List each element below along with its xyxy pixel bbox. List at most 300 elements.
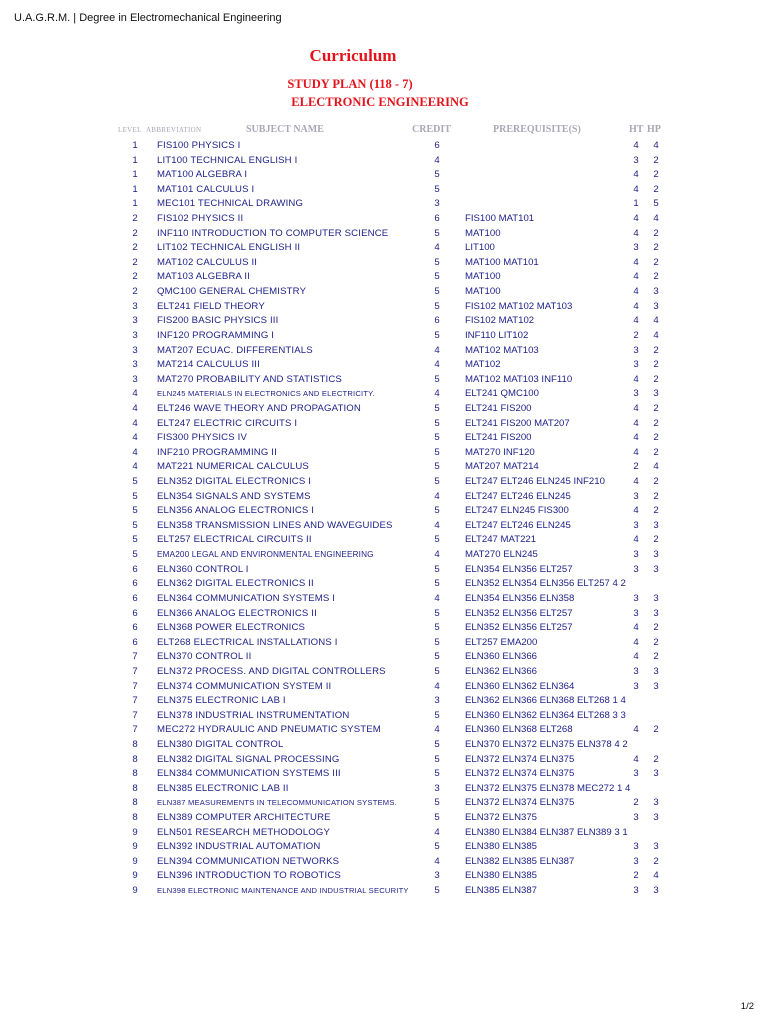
prerequisite-cell: ELN362 ELN366 ELN368 ELT268 1 4 [465,695,626,707]
level-cell: 9 [132,855,138,867]
prerequisite-cell: MAT100 MAT101 [465,256,539,268]
ht-cell: 4 [633,636,639,648]
ht-cell: 4 [633,315,639,327]
level-cell: 5 [132,534,138,546]
level-cell: 8 [132,738,138,750]
level-cell: 1 [132,169,138,181]
hp-cell: 4 [653,213,659,225]
level-cell: 6 [132,622,138,634]
ht-cell: 4 [633,651,639,663]
hp-cell: 3 [653,519,659,531]
level-cell: 3 [132,300,138,312]
credit-cell: 3 [434,782,440,794]
subject-cell: MAT221 NUMERICAL CALCULUS [157,461,309,473]
table-row [0,314,768,329]
level-cell: 5 [132,549,138,561]
ht-cell: 4 [633,417,639,429]
table-row [0,577,768,592]
table-row [0,519,768,534]
credit-cell: 6 [434,315,440,327]
level-cell: 3 [132,329,138,341]
prerequisite-cell: ELN352 ELN356 ELT257 [465,622,573,634]
ht-cell: 4 [633,622,639,634]
ht-cell: 4 [633,227,639,239]
level-cell: 3 [132,315,138,327]
hp-cell: 3 [653,797,659,809]
hp-cell: 3 [653,665,659,677]
hp-cell: 2 [653,242,659,254]
subject-cell: ELN394 COMMUNICATION NETWORKS [157,855,340,867]
table-row [0,504,768,519]
credit-cell: 5 [434,417,440,429]
subject-cell: ELN362 DIGITAL ELECTRONICS II [157,578,314,590]
hp-cell: 3 [653,563,659,575]
subject-cell: ELN372 PROCESS. AND DIGITAL CONTROLLERS [157,665,386,677]
ht-cell: 4 [633,300,639,312]
hp-cell: 3 [653,812,659,824]
credit-cell: 5 [434,797,440,809]
prerequisite-cell: MAT270 INF120 [465,446,535,458]
table-row [0,227,768,242]
prerequisite-cell: FIS100 MAT101 [465,213,535,225]
credit-cell: 5 [434,709,440,721]
credit-cell: 6 [434,213,440,225]
prerequisite-cell: ELT247 ELT246 ELN245 [465,490,571,502]
level-cell: 4 [132,461,138,473]
table-row [0,358,768,373]
credit-cell: 4 [434,359,440,371]
prerequisite-cell: MAT207 MAT214 [465,461,539,473]
table-row [0,694,768,709]
page-number: 1/2 [740,1001,754,1012]
table-row [0,212,768,227]
hp-cell: 2 [653,490,659,502]
prerequisite-cell: ELT241 FIS200 MAT207 [465,417,570,429]
credit-cell: 4 [434,242,440,254]
credit-cell: 4 [434,826,440,838]
table-row [0,563,768,578]
ht-cell: 3 [633,607,639,619]
table-row [0,183,768,198]
table-row [0,826,768,841]
credit-cell: 5 [434,841,440,853]
credit-cell: 5 [434,651,440,663]
table-row [0,680,768,695]
table-row [0,621,768,636]
prerequisite-cell: ELN360 ELN368 ELT268 [465,724,573,736]
hp-cell: 3 [653,592,659,604]
ht-cell: 3 [633,563,639,575]
subject-cell: ELN374 COMMUNICATION SYSTEM II [157,680,332,692]
credit-cell: 5 [434,461,440,473]
table-row [0,753,768,768]
subject-cell: MAT103 ALGEBRA II [157,271,251,283]
level-cell: 5 [132,476,138,488]
hp-cell: 2 [653,651,659,663]
level-cell: 9 [132,885,138,897]
subject-cell: MEC272 HYDRAULIC AND PNEUMATIC SYSTEM [157,724,381,736]
table-row [0,344,768,359]
table-row [0,139,768,154]
table-row [0,154,768,169]
prerequisite-cell: ELN380 ELN384 ELN387 ELN389 3 1 [465,826,628,838]
ht-cell: 3 [633,680,639,692]
credit-cell: 5 [434,563,440,575]
ht-cell: 4 [633,286,639,298]
ht-cell: 3 [633,768,639,780]
hp-cell: 2 [653,373,659,385]
subject-cell: ELN384 COMMUNICATION SYSTEMS III [157,768,341,780]
table-row [0,884,768,899]
prerequisite-cell: INF110 LIT102 [465,329,529,341]
level-cell: 4 [132,402,138,414]
ht-cell: 3 [633,812,639,824]
hp-cell: 4 [653,140,659,151]
curriculum-table [0,139,768,899]
column-header-credit: CREDIT [412,124,451,135]
program-name: ELECTRONIC ENGINEERING [291,95,469,109]
ht-cell: 4 [633,271,639,283]
credit-cell: 5 [434,446,440,458]
prerequisite-cell: ELT241 FIS200 [465,432,532,444]
prerequisite-cell: ELN370 ELN372 ELN375 ELN378 4 2 [465,738,628,750]
subject-cell: ELN387 MEASUREMENTS IN TELECOMMUNICATION SYSTEMS. [157,798,397,808]
table-row [0,636,768,651]
ht-cell: 3 [633,665,639,677]
subject-cell: ELN398 ELECTRONIC MAINTENANCE AND INDUSTRIAL SECURITY [157,886,409,896]
level-cell: 7 [132,709,138,721]
hp-cell: 2 [653,476,659,488]
level-cell: 2 [132,213,138,225]
table-row [0,270,768,285]
ht-cell: 2 [633,870,639,882]
table-row [0,168,768,183]
credit-cell: 5 [434,665,440,677]
level-cell: 8 [132,753,138,765]
level-cell: 6 [132,607,138,619]
level-cell: 8 [132,812,138,824]
prerequisite-cell: MAT102 MAT103 INF110 [465,373,573,385]
subject-cell: ELN368 POWER ELECTRONICS [157,622,306,634]
prerequisite-cell: ELN372 ELN374 ELN375 [465,797,575,809]
column-header-prerequisites: PREREQUISITE(S) [493,124,581,135]
prerequisite-cell: FIS102 MAT102 [465,315,535,327]
document-header: U.A.G.R.M. | Degree in Electromechanical Engineering [14,12,282,24]
table-row [0,256,768,271]
ht-cell: 3 [633,841,639,853]
level-cell: 1 [132,183,138,195]
level-cell: 8 [132,782,138,794]
level-cell: 2 [132,271,138,283]
hp-cell: 4 [653,461,659,473]
subject-cell: ELN389 COMPUTER ARCHITECTURE [157,812,331,824]
level-cell: 1 [132,198,138,210]
table-row [0,782,768,797]
level-cell: 4 [132,446,138,458]
level-cell: 9 [132,841,138,853]
table-row [0,431,768,446]
level-cell: 7 [132,680,138,692]
credit-cell: 4 [434,154,440,166]
level-cell: 7 [132,724,138,736]
subject-cell: ELN396 INTRODUCTION TO ROBOTICS [157,870,341,882]
table-row [0,592,768,607]
level-cell: 4 [132,388,138,400]
subject-cell: ELN358 TRANSMISSION LINES AND WAVEGUIDES [157,519,393,531]
ht-cell: 2 [633,329,639,341]
subject-cell: ELN385 ELECTRONIC LAB II [157,782,289,794]
table-row [0,709,768,724]
table-row [0,811,768,826]
hp-cell: 3 [653,549,659,561]
subject-cell: ELN364 COMMUNICATION SYSTEMS I [157,592,336,604]
table-row [0,723,768,738]
prerequisite-cell: ELT241 FIS200 [465,402,532,414]
credit-cell: 3 [434,198,440,210]
credit-cell: 6 [434,140,440,151]
credit-cell: 5 [434,256,440,268]
level-cell: 2 [132,242,138,254]
credit-cell: 4 [434,490,440,502]
table-row [0,840,768,855]
ht-cell: 3 [633,344,639,356]
credit-cell: 5 [434,607,440,619]
table-row [0,665,768,680]
prerequisite-cell: ELT247 ELT246 ELN245 INF210 [465,476,605,488]
hp-cell: 2 [653,505,659,517]
credit-cell: 5 [434,768,440,780]
subject-cell: ELT257 ELECTRICAL CIRCUITS II [157,534,312,546]
hp-cell: 4 [653,329,659,341]
prerequisite-cell: ELN360 ELN366 [465,651,538,663]
credit-cell: 5 [434,402,440,414]
level-cell: 7 [132,695,138,707]
credit-cell: 5 [434,753,440,765]
table-row [0,460,768,475]
prerequisite-cell: ELN360 ELN362 ELN364 ELT268 3 3 [465,709,626,721]
ht-cell: 3 [633,388,639,400]
table-row [0,285,768,300]
subject-cell: ELN366 ANALOG ELECTRONICS II [157,607,317,619]
hp-cell: 4 [653,870,659,882]
hp-cell: 2 [653,271,659,283]
credit-cell: 4 [434,519,440,531]
subject-cell: ELN354 SIGNALS AND SYSTEMS [157,490,311,502]
table-row [0,855,768,870]
level-cell: 5 [132,490,138,502]
hp-cell: 2 [653,753,659,765]
hp-cell: 2 [653,534,659,546]
hp-cell: 2 [653,154,659,166]
credit-cell: 5 [434,622,440,634]
hp-cell: 3 [653,885,659,897]
subject-cell: ELN382 DIGITAL SIGNAL PROCESSING [157,753,340,765]
level-cell: 6 [132,592,138,604]
table-row [0,197,768,212]
ht-cell: 4 [633,213,639,225]
level-cell: 6 [132,563,138,575]
credit-cell: 4 [434,724,440,736]
subject-cell: EMA200 LEGAL AND ENVIRONMENTAL ENGINEERING [157,550,374,560]
prerequisite-cell: ELN352 ELN354 ELN356 ELT257 4 2 [465,578,626,590]
ht-cell: 4 [633,432,639,444]
ht-cell: 4 [633,256,639,268]
credit-cell: 4 [434,549,440,561]
ht-cell: 4 [633,476,639,488]
hp-cell: 2 [653,359,659,371]
hp-cell: 3 [653,300,659,312]
credit-cell: 3 [434,870,440,882]
table-row [0,417,768,432]
credit-cell: 5 [434,169,440,181]
hp-cell: 2 [653,183,659,195]
subject-cell: ELN370 CONTROL II [157,651,252,663]
level-cell: 5 [132,519,138,531]
level-cell: 7 [132,651,138,663]
prerequisite-cell: ELN372 ELN375 [465,812,538,824]
prerequisite-cell: MAT100 [465,271,501,283]
subject-cell: ELN375 ELECTRONIC LAB I [157,695,286,707]
credit-cell: 4 [434,680,440,692]
hp-cell: 2 [653,446,659,458]
credit-cell: 5 [434,300,440,312]
subject-cell: ELT246 WAVE THEORY AND PROPAGATION [157,402,361,414]
study-plan-subtitle: STUDY PLAN (118 - 7) [287,77,413,91]
table-row [0,650,768,665]
credit-cell: 5 [434,885,440,897]
hp-cell: 2 [653,227,659,239]
subject-cell: ELN392 INDUSTRIAL AUTOMATION [157,841,321,853]
level-cell: 8 [132,768,138,780]
ht-cell: 3 [633,549,639,561]
level-cell: 3 [132,373,138,385]
prerequisite-cell: MAT100 [465,286,501,298]
hp-cell: 3 [653,680,659,692]
ht-cell: 4 [633,183,639,195]
prerequisite-cell: ELN372 ELN374 ELN375 [465,753,575,765]
ht-cell: 4 [633,724,639,736]
table-row [0,490,768,505]
hp-cell: 3 [653,607,659,619]
prerequisite-cell: ELN360 ELN362 ELN364 [465,680,575,692]
prerequisite-cell: ELN372 ELN374 ELN375 [465,768,575,780]
prerequisite-cell: LIT100 [465,242,495,254]
level-cell: 3 [132,344,138,356]
subject-cell: MAT102 CALCULUS II [157,256,258,268]
prerequisite-cell: ELT247 ELT246 ELN245 [465,519,571,531]
hp-cell: 2 [653,724,659,736]
credit-cell: 5 [434,271,440,283]
table-row [0,548,768,563]
ht-cell: 2 [633,797,639,809]
level-cell: 1 [132,154,138,166]
prerequisite-cell: FIS102 MAT102 MAT103 [465,300,573,312]
level-cell: 7 [132,665,138,677]
subject-cell: INF210 PROGRAMMING II [157,446,277,458]
ht-cell: 4 [633,534,639,546]
level-cell: 6 [132,636,138,648]
subject-cell: FIS200 BASIC PHYSICS III [157,315,279,327]
level-cell: 4 [132,417,138,429]
prerequisite-cell: ELN362 ELN366 [465,665,538,677]
credit-cell: 5 [434,432,440,444]
hp-cell: 4 [653,315,659,327]
level-cell: 2 [132,227,138,239]
credit-cell: 5 [434,183,440,195]
table-row [0,533,768,548]
hp-cell: 2 [653,622,659,634]
column-header-ht: HT [629,124,644,135]
subject-cell: ELT268 ELECTRICAL INSTALLATIONS I [157,636,338,648]
ht-cell: 2 [633,461,639,473]
prerequisite-cell: ELN372 ELN375 ELN378 MEC272 1 4 [465,782,631,794]
ht-cell: 3 [633,885,639,897]
ht-cell: 1 [633,198,639,210]
prerequisite-cell: ELN380 ELN385 [465,870,538,882]
credit-cell: 5 [434,578,440,590]
table-row [0,607,768,622]
prerequisite-cell: ELN380 ELN385 [465,841,538,853]
ht-cell: 4 [633,169,639,181]
credit-cell: 5 [434,286,440,298]
prerequisite-cell: ELN352 ELN356 ELT257 [465,607,573,619]
credit-cell: 5 [434,227,440,239]
prerequisite-cell: MAT102 MAT103 [465,344,539,356]
level-cell: 2 [132,286,138,298]
ht-cell: 3 [633,242,639,254]
table-row [0,402,768,417]
ht-cell: 4 [633,505,639,517]
hp-cell: 3 [653,286,659,298]
credit-cell: 5 [434,373,440,385]
prerequisite-cell: ELT241 QMC100 [465,388,539,400]
subject-cell: INF110 INTRODUCTION TO COMPUTER SCIENCE [157,227,389,239]
subject-cell: FIS100 PHYSICS I [157,140,241,151]
level-cell: 3 [132,359,138,371]
hp-cell: 2 [653,432,659,444]
subject-cell: ELT241 FIELD THEORY [157,300,265,312]
subject-cell: LIT100 TECHNICAL ENGLISH I [157,154,298,166]
prerequisite-cell: ELN354 ELN356 ELT257 [465,563,573,575]
ht-cell: 4 [633,373,639,385]
subject-cell: ELN245 MATERIALS IN ELECTRONICS AND ELECTRICITY. [157,389,375,399]
table-row [0,329,768,344]
level-cell: 1 [132,140,138,151]
ht-cell: 3 [633,490,639,502]
table-row [0,373,768,388]
subject-cell: ELT247 ELECTRIC CIRCUITS I [157,417,298,429]
prerequisite-cell: ELN382 ELN385 ELN387 [465,855,575,867]
ht-cell: 3 [633,359,639,371]
prerequisite-cell: MAT102 [465,359,501,371]
subject-cell: ELN356 ANALOG ELECTRONICS I [157,505,315,517]
hp-cell: 3 [653,768,659,780]
column-header-subject: SUBJECT NAME [246,124,324,135]
credit-cell: 3 [434,695,440,707]
column-header-hp: HP [647,124,661,135]
level-cell: 8 [132,797,138,809]
ht-cell: 4 [633,446,639,458]
subject-cell: ELN380 DIGITAL CONTROL [157,738,284,750]
credit-cell: 5 [434,812,440,824]
subject-cell: QMC100 GENERAL CHEMISTRY [157,286,307,298]
prerequisite-cell: ELT247 MAT221 [465,534,537,546]
credit-cell: 4 [434,592,440,604]
level-cell: 6 [132,578,138,590]
subject-cell: ELN378 INDUSTRIAL INSTRUMENTATION [157,709,350,721]
credit-cell: 5 [434,505,440,517]
hp-cell: 2 [653,169,659,181]
